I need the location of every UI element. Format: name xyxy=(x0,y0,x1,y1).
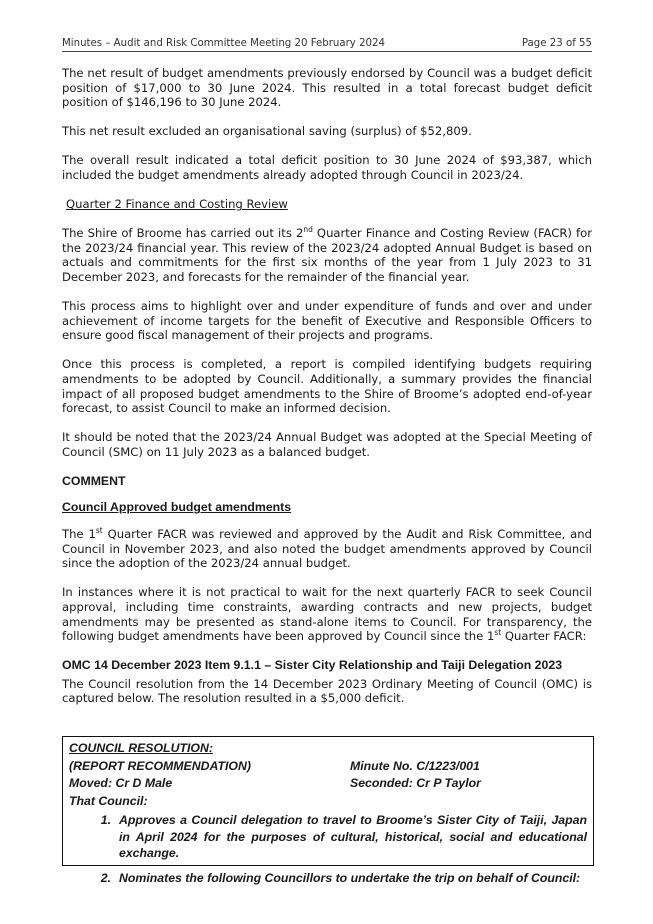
resolution-recommendation-row xyxy=(69,758,587,776)
paragraph-organisational-saving: This net result excluded an organisational saving (surplus) of $52,809. xyxy=(62,124,472,139)
resolution-mover-row xyxy=(69,775,587,793)
resolution-title: COUNCIL RESOLUTION: xyxy=(69,741,213,755)
resolution-that-council: That Council: xyxy=(69,793,148,808)
paragraph-report-compiled: Once this process is completed, a report is compiled identifying budgets requiring amendments to be adopted by Council. Additionally, a summary provides the financial impact of all proposed budget amendments to the Shire of Broome’s adopted end-of-year forecast, to assist Council to make an informed decision. xyxy=(62,357,592,416)
section-heading-omc-item: OMC 14 December 2023 Item 9.1.1 – Sister City Relationship and Taiji Delegation 2023 xyxy=(62,658,563,673)
section-heading-approved-amendments: Council Approved budget amendments xyxy=(62,500,292,515)
paragraph-process-aims: This process aims to highlight over and under expenditure of funds and over and under achievement of income targets for the benefit of Executive and Responsible Officers to ensure good fiscal management of their projects and programs. xyxy=(62,299,592,343)
paragraph-stand-alone-items: In instances where it is not practical to wait for the next quarterly FACR to seek Council approval, including time constraints, awarding contracts and new projects, budget amendments may be presented as stand-alone items to Council. For transparency, the following budget amendments have been approved by Council since the 1st Quarter FACR: xyxy=(62,585,592,644)
resolution-item xyxy=(69,870,587,887)
resolution-moved-by: Moved: Cr D Male xyxy=(69,776,173,790)
section-heading-q2-review: Quarter 2 Finance and Costing Review xyxy=(66,197,288,212)
paragraph-q2-review: The Shire of Broome has carried out its 2nd Quarter Finance and Costing Review (FACR) for the 2023/24 financial year. This review of the 2023/24 adopted Annual Budget is based on actuals and commitments for the first six months of the year from 1 July 2023 to 31 December 2023, and forecasts for the remainder of the financial year. xyxy=(62,225,592,284)
resolution-minute-number: Minute No. C/1223/001 xyxy=(350,758,480,773)
document-body xyxy=(62,66,592,721)
paragraph-q1-facr: The 1st Quarter FACR was reviewed and approved by the Audit and Risk Committee, and Council in November 2023, and also noted the budget amendments approved by Council since the adoption of the 2023/24 annual budget. xyxy=(62,526,592,571)
paragraph-annual-budget-adopted: It should be noted that the 2023/24 Annual Budget was adopted at the Special Meeting of Council (SMC) on 11 July 2023 as a balanced budget. xyxy=(62,430,592,459)
resolution-item xyxy=(69,812,587,862)
resolution-seconded-by: Seconded: Cr P Taylor xyxy=(350,776,481,790)
resolution-item-number: 2. xyxy=(100,870,111,885)
resolution-item-text: Nominates the following Councillors to undertake the trip on behalf of Council: xyxy=(119,870,581,885)
resolution-item-text: Approves a Council delegation to travel to Broome’s Sister City of Taiji, Japan in April 2024 for the purposes of cultural, historical, social and educational exchange. xyxy=(119,813,587,860)
header-page-number: Page 23 of 55 xyxy=(521,38,592,49)
paragraph-budget-deficit: The net result of budget amendments previously endorsed by Council was a budget deficit position of $17,000 to 30 June 2024. This resulted in a total forecast budget deficit position of $146,196 to 30 June 2024. xyxy=(62,66,592,110)
paragraph-overall-result: The overall result indicated a total deficit position to 30 June 2024 of $93,387, which included the budget amendments already adopted through Council in 2023/24. xyxy=(62,153,592,182)
paragraph-council-resolution-intro: The Council resolution from the 14 December 2023 Ordinary Meeting of Council (OMC) is captured below. The resolution resulted in a $5,000 deficit. xyxy=(62,676,592,706)
page-header xyxy=(62,38,592,52)
resolution-items-list xyxy=(69,812,587,886)
section-heading-comment: COMMENT xyxy=(62,473,126,488)
header-title: Minutes – Audit and Risk Committee Meeting 20 February 2024 xyxy=(62,38,385,49)
resolution-item-number: 1. xyxy=(100,813,111,827)
council-resolution-box xyxy=(62,736,594,885)
resolution-subtitle: (REPORT RECOMMENDATION) xyxy=(69,758,251,773)
